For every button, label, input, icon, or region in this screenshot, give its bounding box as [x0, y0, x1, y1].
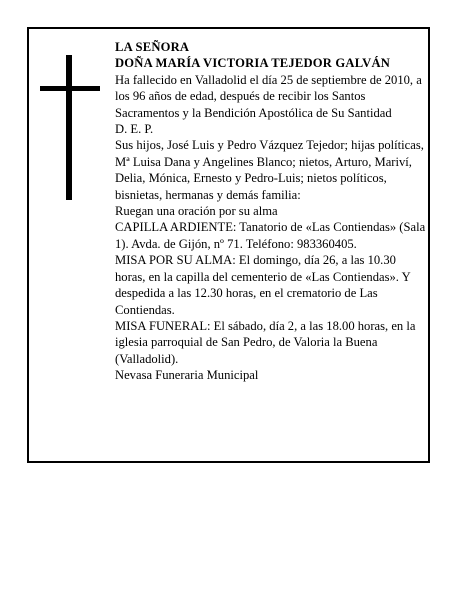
cross-horizontal-bar: [40, 86, 100, 91]
capilla-ardiente-info: CAPILLA ARDIENTE: Tanatorio de «Las Contiendas» (Sala 1). Avda. de Gijón, nº 71. Teléfono: 983360405.: [115, 220, 426, 251]
notice-title: LA SEÑORA: [115, 40, 190, 54]
misa-funeral-info: MISA FUNERAL: El sábado, día 2, a las 18.00 horas, en la iglesia parroquial de San Pedro, de Valoria la Buena (Valladolid).: [115, 318, 416, 366]
death-announcement: Ha fallecido en Valladolid el día 25 de septiembre de 2010, a los 96 años de edad, después de recibir los Santos Sacramentos y la Bendición Apostólica de Su Santidad: [115, 72, 422, 120]
deceased-name: DOÑA MARÍA VICTORIA TEJEDOR GALVÁN: [115, 56, 391, 71]
prayer-request: Ruegan una oración por su alma: [115, 204, 278, 219]
obituary-notice: [27, 27, 430, 463]
notice-text: [115, 39, 427, 384]
family-list: Sus hijos, José Luis y Pedro Vázquez Tejedor; hijas políticas, Mª Luisa Dana y Angelines Blanco; nietos, Arturo, Mariví, Delia, Mónica, Ernesto y Pedro-Luis; nietos políticos, bisnietas, hermanas y demás familia:: [115, 138, 424, 202]
cross-vertical-bar: [66, 55, 72, 200]
latin-cross-icon: [40, 55, 100, 200]
funeral-home: Nevasa Funeraria Municipal: [115, 368, 259, 383]
dep-line: D. E. P.: [115, 122, 154, 137]
misa-por-su-alma-info: MISA POR SU ALMA: El domingo, día 26, a las 10.30 horas, en la capilla del cementerio de «Las Contiendas». Y despedida a las 12.30 horas, en el crematorio de Las Contiendas.: [115, 253, 411, 317]
